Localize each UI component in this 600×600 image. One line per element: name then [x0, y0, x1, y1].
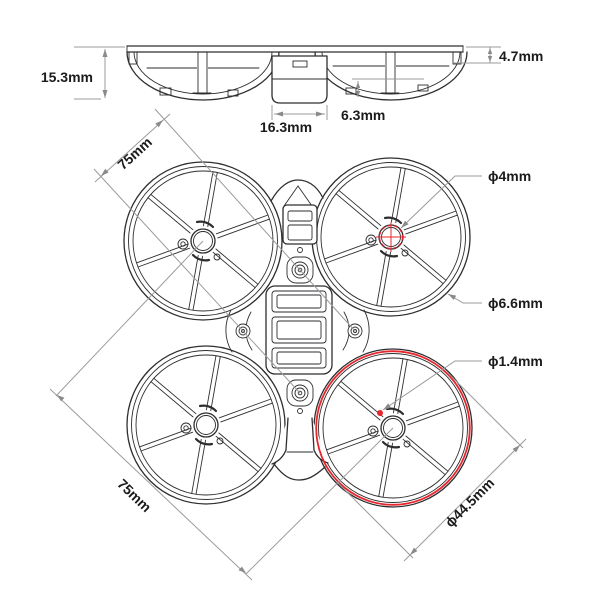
dim-label-wheelbase-upper: 75mm: [114, 133, 156, 173]
highlight-motor-mount-hole: [376, 222, 406, 252]
dim-wheelbase-lower: [50, 241, 393, 580]
right-side-post: [343, 310, 369, 352]
dim-label-screw-hole: ϕ1.4mm: [488, 353, 543, 369]
dim-label-top-rim-height: 4.7mm: [499, 48, 544, 64]
dim-label-wheelbase-lower: 75mm: [114, 475, 155, 516]
highlight-screw-hole: [377, 410, 383, 416]
duct-rear-left: [127, 346, 285, 504]
camera-pod: [271, 180, 323, 244]
dim-label-overall-height: 15.3mm: [40, 69, 93, 85]
callout-duct-rim: [448, 294, 543, 311]
dim-label-pod-depth: 6.3mm: [341, 107, 386, 123]
dim-label-duct-inner-diameter: ϕ44.5mm: [441, 474, 498, 531]
dim-duct-inner-diameter: [338, 373, 526, 561]
front-mount-post: [287, 248, 313, 284]
battery-tray: [266, 286, 332, 374]
side-profile-view: [41, 46, 544, 135]
dim-overall-height: [41, 47, 125, 99]
dim-pod-width: [260, 105, 327, 135]
dim-label-pod-width: 16.3mm: [259, 119, 313, 135]
dim-label-motor-mount-hole: ϕ4mm: [488, 168, 532, 184]
callout-motor-mount-hole: [401, 168, 531, 228]
dim-label-duct-rim: ϕ6.6mm: [488, 295, 543, 311]
top-down-view: [50, 109, 543, 580]
dim-pod-depth: [341, 79, 424, 123]
rear-mount-post: [287, 380, 313, 414]
